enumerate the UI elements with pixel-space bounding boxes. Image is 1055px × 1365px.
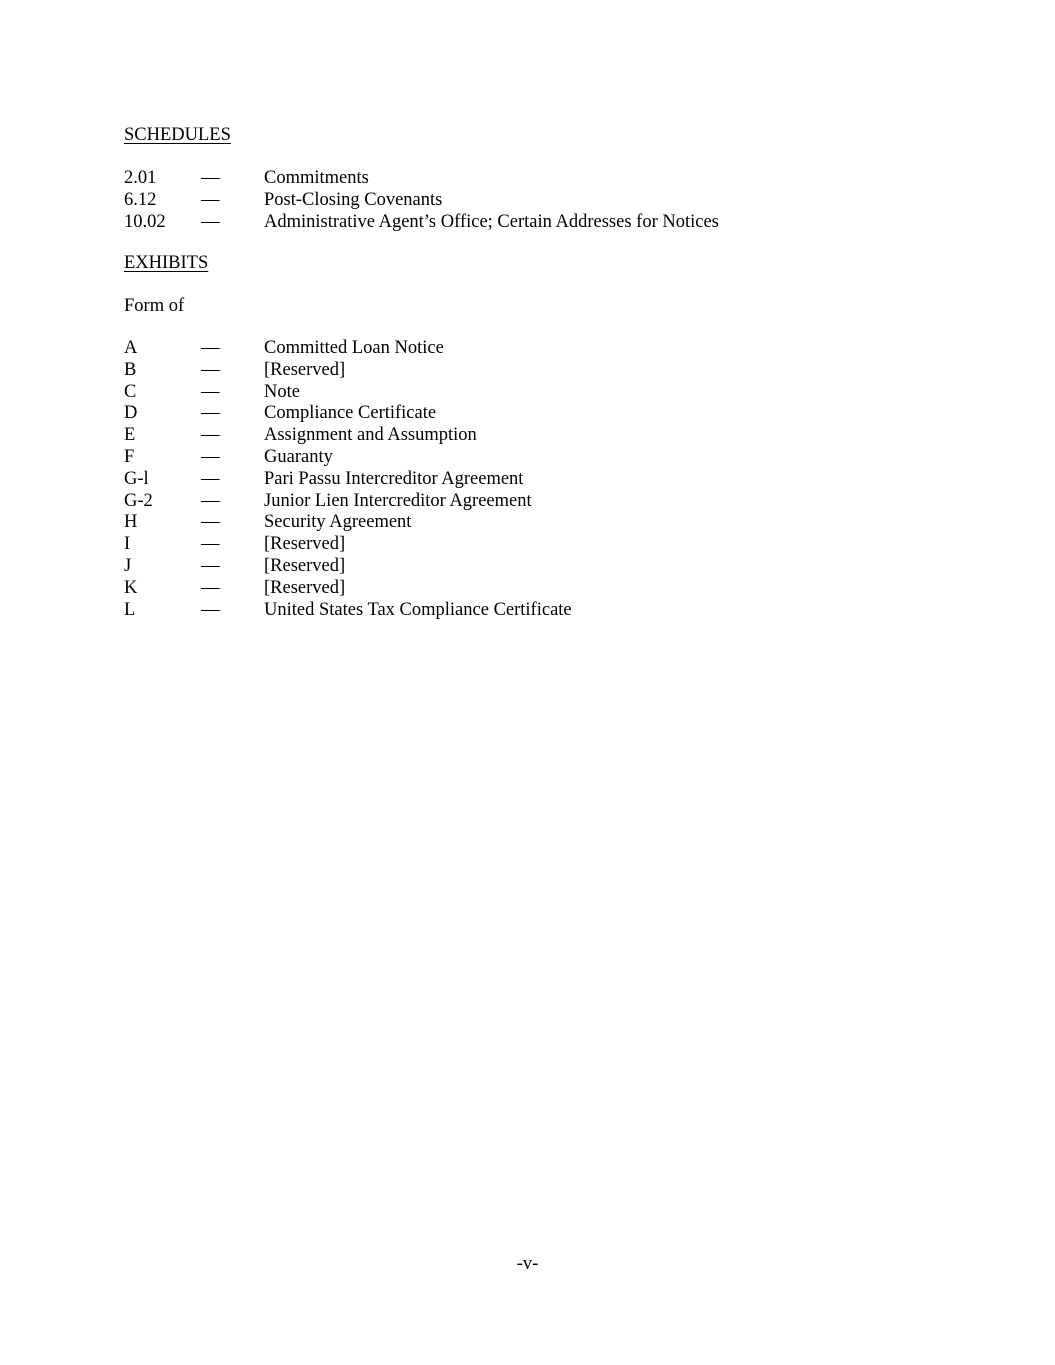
schedule-row [124, 190, 719, 212]
exhibit-description: United States Tax Compliance Certificate [264, 599, 572, 620]
exhibit-description: Note [264, 381, 300, 402]
exhibit-description: Junior Lien Intercreditor Agreement [264, 490, 532, 511]
schedule-code: 2.01 [124, 168, 157, 188]
page-number: -v- [516, 1254, 539, 1274]
exhibit-dash: — [201, 577, 220, 598]
schedules-list [124, 168, 719, 233]
exhibit-description: [Reserved] [264, 359, 346, 380]
exhibit-code: D [124, 403, 138, 424]
exhibits-heading: EXHIBITS [124, 253, 209, 273]
exhibit-description: [Reserved] [264, 577, 346, 598]
exhibit-row [124, 600, 572, 622]
exhibit-dash: — [201, 468, 220, 489]
exhibit-description: Compliance Certificate [264, 403, 437, 424]
exhibit-code: F [124, 446, 135, 467]
exhibit-dash: — [201, 338, 220, 358]
exhibit-code: B [124, 359, 137, 380]
exhibit-dash: — [201, 534, 220, 555]
schedule-dash: — [201, 211, 220, 232]
exhibit-dash: — [201, 446, 220, 467]
exhibit-code: J [124, 555, 132, 576]
schedule-description: Administrative Agent’s Office; Certain Addresses for Notices [264, 211, 719, 232]
exhibit-description: Pari Passu Intercreditor Agreement [264, 468, 524, 489]
exhibit-dash: — [201, 599, 220, 620]
exhibit-description: Security Agreement [264, 512, 412, 533]
exhibit-row [124, 382, 572, 404]
exhibit-row [124, 338, 572, 360]
schedule-code: 6.12 [124, 189, 157, 210]
schedule-description: Commitments [264, 168, 369, 188]
exhibits-list [124, 338, 572, 621]
exhibit-row [124, 403, 572, 425]
exhibit-code: K [124, 577, 138, 598]
exhibit-dash: — [201, 425, 220, 446]
exhibit-dash: — [201, 359, 220, 380]
schedule-dash: — [201, 189, 220, 210]
schedule-code: 10.02 [124, 211, 166, 232]
exhibit-description: Assignment and Assumption [264, 425, 477, 446]
schedule-row [124, 212, 719, 234]
schedule-row [124, 168, 719, 190]
exhibit-row [124, 578, 572, 600]
schedules-heading: SCHEDULES [124, 125, 231, 145]
exhibit-code: L [124, 599, 136, 620]
exhibit-dash: — [201, 512, 220, 533]
schedule-description: Post-Closing Covenants [264, 189, 443, 210]
exhibit-code: G-l [124, 468, 149, 489]
exhibit-code: E [124, 425, 136, 446]
exhibit-description: Guaranty [264, 446, 333, 467]
exhibit-row [124, 512, 572, 534]
exhibit-code: G-2 [124, 490, 153, 511]
exhibits-intro: Form of [124, 296, 185, 316]
schedule-dash: — [201, 168, 220, 188]
exhibit-code: A [124, 338, 138, 358]
exhibit-description: [Reserved] [264, 534, 346, 555]
exhibit-code: H [124, 512, 138, 533]
exhibit-row [124, 469, 572, 491]
exhibit-row [124, 556, 572, 578]
exhibit-row [124, 425, 572, 447]
exhibit-row [124, 447, 572, 469]
exhibit-row [124, 360, 572, 382]
exhibit-dash: — [201, 555, 220, 576]
exhibit-dash: — [201, 403, 220, 424]
exhibit-code: C [124, 381, 137, 402]
exhibit-dash: — [201, 490, 220, 511]
exhibit-description: Committed Loan Notice [264, 338, 444, 358]
exhibit-dash: — [201, 381, 220, 402]
exhibit-row [124, 491, 572, 513]
exhibit-code: I [124, 534, 131, 555]
exhibit-description: [Reserved] [264, 555, 346, 576]
exhibit-row [124, 534, 572, 556]
